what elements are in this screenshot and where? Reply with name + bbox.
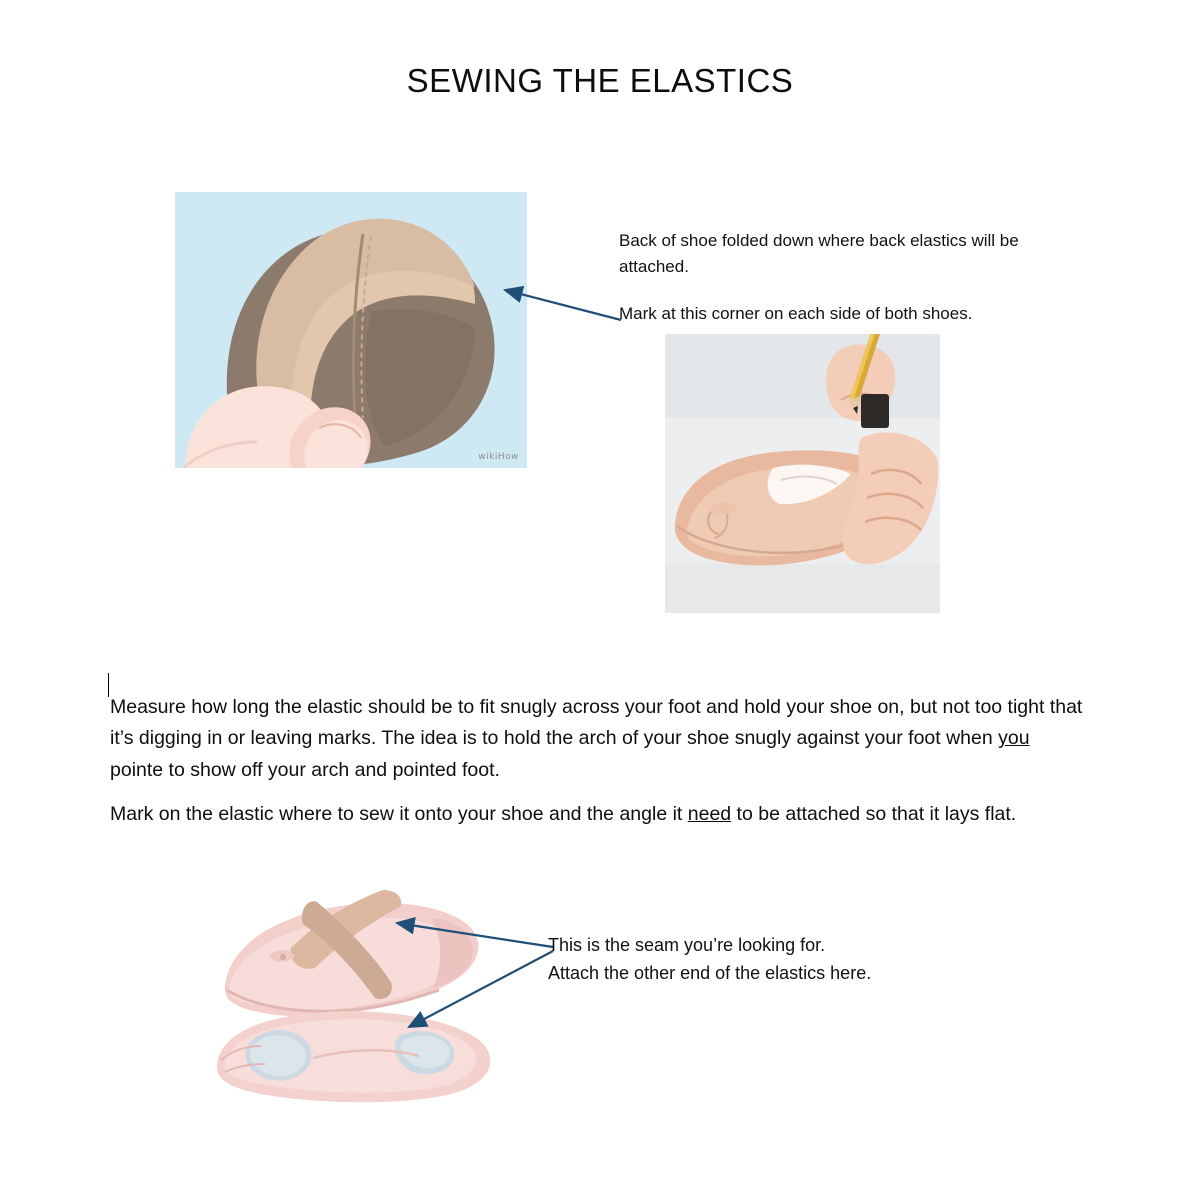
caption-mark-corner: Mark at this corner on each side of both shoes. bbox=[619, 304, 973, 323]
folded-heel-illustration bbox=[175, 192, 527, 468]
marking-shoe-photo bbox=[665, 334, 940, 613]
paragraph-mark-elastic bbox=[110, 799, 1085, 831]
caption-seam-line-2: Attach the other end of the elastics here. bbox=[548, 962, 872, 983]
text-cursor bbox=[108, 673, 109, 697]
page-title: SEWING THE ELASTICS bbox=[406, 62, 794, 99]
figure-folded-heel bbox=[175, 192, 527, 468]
arrow-to-heel-corner-icon bbox=[495, 280, 625, 330]
para1-text-a: Measure how long the elastic should be to fit snugly across your foot and hold your shoe on, but not too tight that it’s digging in or leaving marks. The idea is to hold the arch of your shoe snugly against your foot when bbox=[110, 695, 1083, 750]
figure-marking-shoe bbox=[665, 334, 940, 613]
arrow-to-seam-icon bbox=[385, 905, 560, 1035]
caption-seam-line-1: This is the seam you’re looking for. bbox=[548, 935, 826, 955]
paragraph-measure-elastic bbox=[110, 692, 1085, 787]
para2-text-a: Mark on the elastic where to sew it onto your shoe and the angle it bbox=[110, 802, 688, 825]
watermark-text: wikiHow bbox=[478, 452, 519, 462]
para1-underlined-you: you bbox=[998, 727, 1030, 750]
para2-underlined-need: need bbox=[687, 802, 732, 825]
caption-seam-instructions bbox=[548, 932, 968, 988]
caption-back-of-shoe: Back of shoe folded down where back elastics will be attached. bbox=[619, 231, 1019, 277]
para2-text-b: to be attached so that it lays flat. bbox=[731, 802, 1017, 825]
para1-text-b: pointe to show off your arch and pointed foot. bbox=[110, 758, 500, 781]
